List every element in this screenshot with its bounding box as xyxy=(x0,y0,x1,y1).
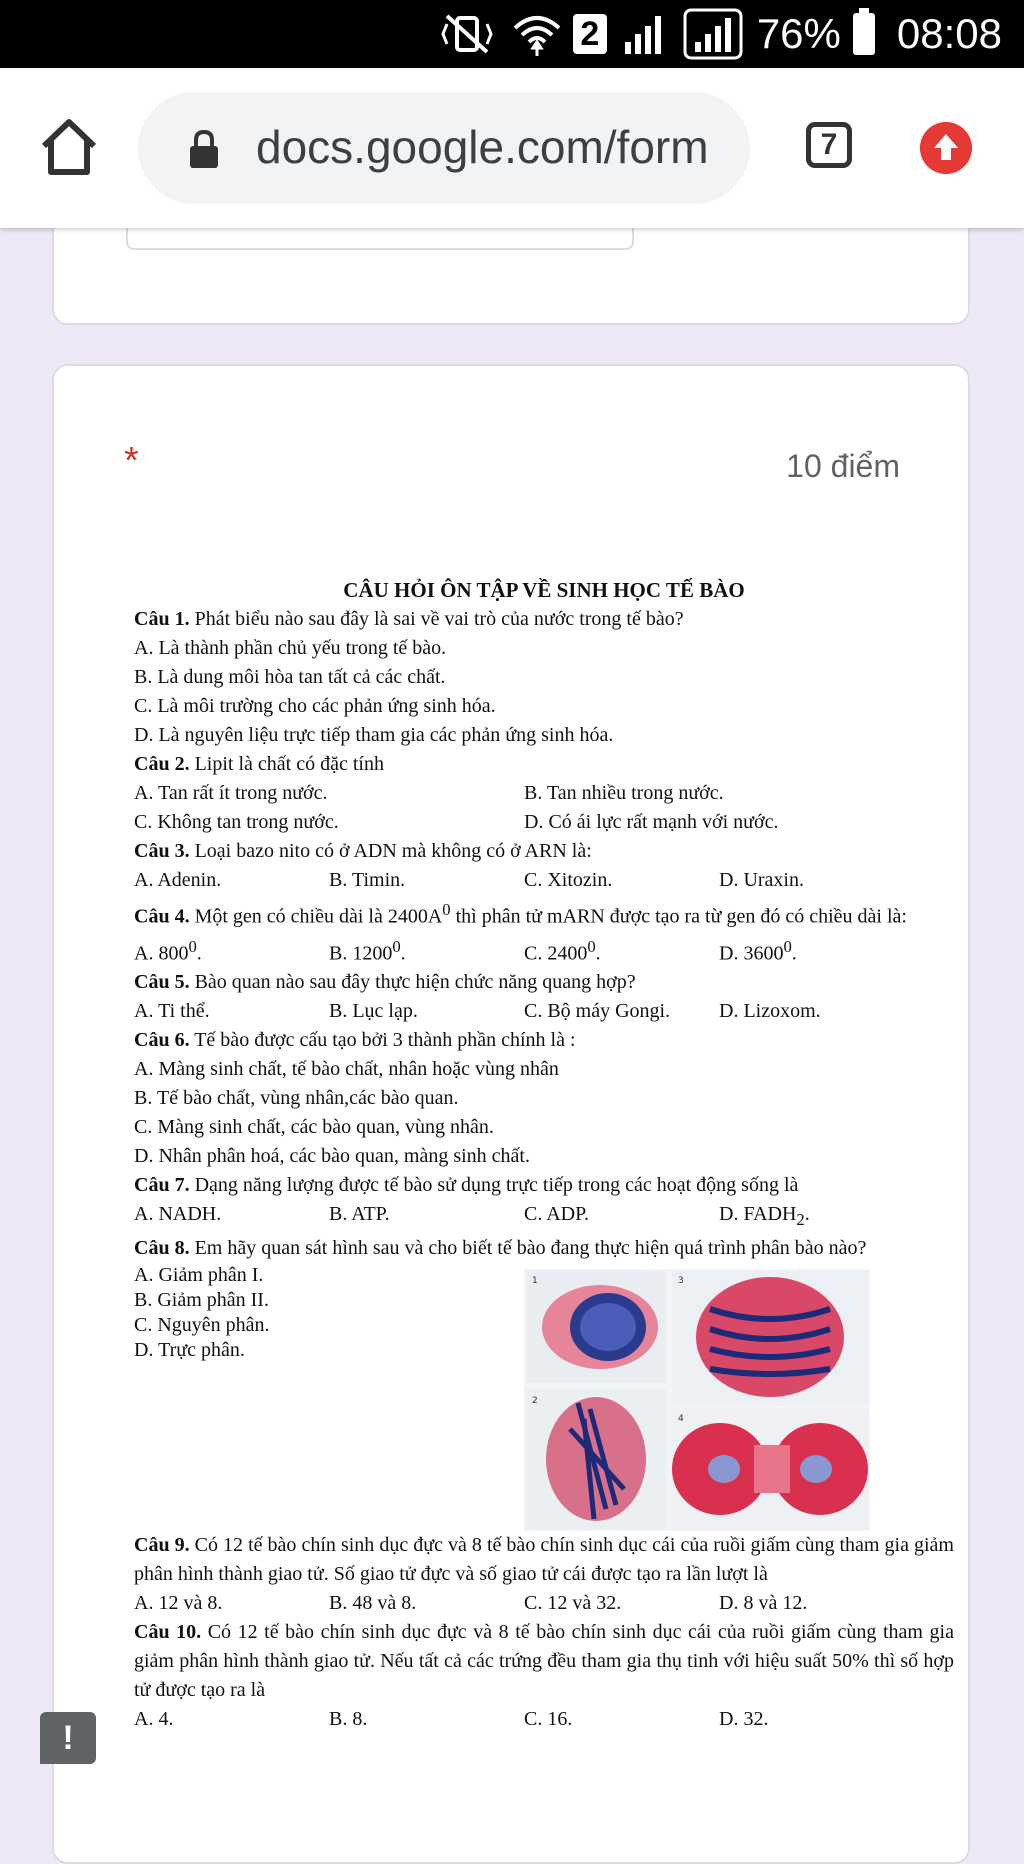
q8-figure-block xyxy=(134,1263,954,1531)
update-icon[interactable] xyxy=(920,122,972,174)
question-2: Câu 2. Lipit là chất có đặc tính xyxy=(134,753,384,775)
signal-icon xyxy=(623,12,667,56)
q1-option-b: B. Là dung môi hòa tan tất cả các chất. xyxy=(134,666,446,688)
q10-options: A. 4. B. 8. C. 16. D. 32. xyxy=(134,1708,769,1731)
question-6: Câu 6. Tế bào được cấu tạo bởi 3 thành phần chính là : xyxy=(134,1029,576,1052)
wifi-icon xyxy=(511,12,563,56)
battery-percent: 76% xyxy=(756,10,841,57)
question-image-document xyxy=(134,576,954,1734)
q2-option-b: B. Tan nhiều trong nước. xyxy=(524,782,724,804)
home-icon[interactable] xyxy=(38,116,100,178)
vibrate-mute-icon xyxy=(439,12,495,56)
q2-options-row-2 xyxy=(134,808,954,837)
q6-option-a: A. Màng sinh chất, tế bào chất, nhân hoặc vùng nhân xyxy=(134,1058,559,1081)
q5-options: A. Ti thể. B. Lục lạp. C. Bộ máy Gongi. D. Lizoxom. xyxy=(134,1000,821,1023)
q2-option-c: C. Không tan trong nước. xyxy=(134,811,339,833)
document-title: CÂU HỎI ÔN TẬP VỀ SINH HỌC TẾ BÀO xyxy=(343,578,745,602)
signal-icon-2 xyxy=(683,8,743,60)
q8-options: A. Giảm phân I. B. Giảm phân II. C. Nguyên phân. D. Trực phân. xyxy=(134,1264,270,1362)
q6-option-c: C. Màng sinh chất, các bào quan, vùng nhân. xyxy=(134,1116,494,1139)
svg-text:3: 3 xyxy=(678,1276,684,1287)
question-card xyxy=(52,364,970,1864)
svg-text:1: 1 xyxy=(532,1276,538,1287)
sim-indicator: 2 xyxy=(573,14,607,54)
question-3: Câu 3. Loại bazo nito có ở ADN mà không có ở ARN là: xyxy=(134,840,592,862)
question-9: Câu 9. Có 12 tế bào chín sinh dục đực và 8 tế bào chín sinh dục cái của ruồi giấm cùng tham gia giảm phân hình thành giao tử. Số giao tử đực và số giao tử cái được tạo ra lần lượt là xyxy=(134,1534,954,1586)
svg-text:2: 2 xyxy=(532,1396,538,1407)
q7-options: A. NADH. B. ATP. C. ADP. D. $FADH_2$. xyxy=(134,1203,810,1230)
lock-icon xyxy=(188,130,220,170)
required-marker: * xyxy=(124,440,139,482)
q6-option-b: B. Tế bào chất, vùng nhân,các bào quan. xyxy=(134,1087,459,1110)
battery-icon xyxy=(853,13,875,55)
clock: 08:08 xyxy=(896,10,1002,57)
address-bar[interactable] xyxy=(138,92,750,204)
q2-options-row-1 xyxy=(134,779,954,808)
browser-toolbar xyxy=(0,68,1024,228)
question-5: Câu 5. Bào quan nào sau đây thực hiện chức năng quang hợp? xyxy=(134,971,636,994)
q2-option-d: D. Có ái lực rất mạnh với nước. xyxy=(524,811,779,833)
url-text: docs.google.com/form xyxy=(256,121,709,173)
svg-text:4: 4 xyxy=(678,1414,684,1425)
question-4: Câu 4. Một gen có chiều dài là $2400A^0$ thì phân tử mARN được tạo ra từ gen đó có chiều dài là: xyxy=(134,900,907,928)
points-label: 10 điểm xyxy=(786,448,900,484)
question-10: Câu 10. Có 12 tế bào chín sinh dục đực và 8 tế bào chín sinh dục cái của ruồi giấm cùng tham gia giảm phân hình thành giao tử. Nếu tất cả các trứng đều tham gia thụ tinh với hiệu suất 50% thì số hợp tử được tạo ra là xyxy=(134,1621,954,1702)
question-8: Câu 8. Em hãy quan sát hình sau và cho biết tế bào đang thực hiện quá trình phân bào nào? xyxy=(134,1237,867,1260)
q1-option-d: D. Là nguyên liệu trực tiếp tham gia các phản ứng sinh hóa. xyxy=(134,724,614,746)
q9-options: A. 12 và 8. B. 48 và 8. C. 12 và 32. D. 8 và 12. xyxy=(134,1592,808,1615)
q1-option-c: C. Là môi trường cho các phản ứng sinh hóa. xyxy=(134,695,496,717)
q6-option-d: D. Nhân phân hoá, các bào quan, màng sinh chất. xyxy=(134,1145,530,1168)
q4-options: A. $800^0$. B. 1200$^0$. C. 2400$^0$. D. 3600$^0$. xyxy=(134,936,797,965)
question-1: Câu 1. Phát biểu nào sau đây là sai về vai trò của nước trong tế bào? xyxy=(134,608,684,630)
tab-switcher-button[interactable]: 7 xyxy=(806,122,852,168)
q1-option-a: A. Là thành phần chủ yếu trong tế bào. xyxy=(134,637,447,659)
cell-division-figure xyxy=(524,1269,870,1531)
status-bar xyxy=(0,0,1024,68)
question-7: Câu 7. Dạng năng lượng được tế bào sử dụng trực tiếp trong các hoạt động sống là xyxy=(134,1174,799,1197)
report-feedback-button[interactable]: ! xyxy=(40,1712,96,1764)
q2-option-a: A. Tan rất ít trong nước. xyxy=(134,782,328,804)
q3-options: A. Adenin. B. Timin. C. Xitozin. D. Uraxin. xyxy=(134,869,804,891)
